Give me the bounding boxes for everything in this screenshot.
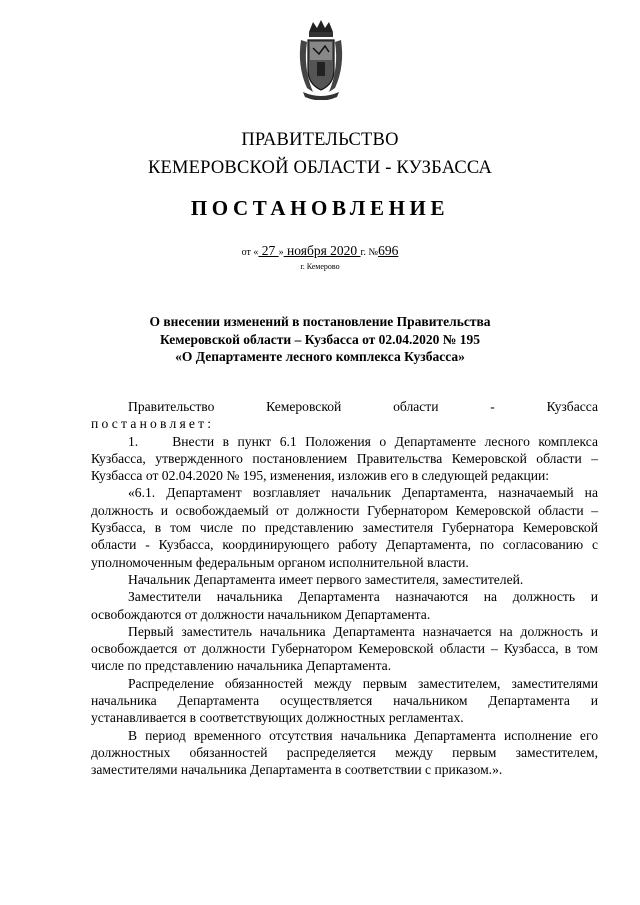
date-day: 27 <box>258 243 279 258</box>
date-year-suffix: г. <box>360 247 369 258</box>
government-name-line2: КЕМЕРОВСКОЙ ОБЛАСТИ - КУЗБАССА <box>147 158 493 178</box>
paragraph-7: В период временного отсутствия начальника Департамента исполнение его должностных обязанностей распределяется между первым заместителем, заместителями начальника Департамента в соответствии с приказом.». <box>91 727 598 778</box>
paragraph-3: Начальник Департамента имеет первого заместителя, заместителей. <box>128 571 524 587</box>
heading-line3: «О Департаменте лесного комплекса Кузбасса» <box>175 349 465 364</box>
city-label: г. Кемерово <box>300 262 340 271</box>
date-from-label: от « <box>241 247 259 258</box>
paragraph-1 <box>91 433 598 485</box>
paragraph-5: Первый заместитель начальника Департамента назначается на должность и освобождается от должности Губернатором Кемеровской области – Кузбасса, в том числе по представлению начальника Департамента. <box>91 623 598 674</box>
document-body <box>91 398 598 779</box>
government-name-line1: ПРАВИТЕЛЬСТВО <box>241 130 399 150</box>
heading-line1: О внесении изменений в постановление Правительства <box>149 314 491 329</box>
paragraph-2: «6.1. Департамент возглавляет начальник Департамента, назначаемый на должность и освобождаемый от должности Губернатором Кемеровской области – Кузбасса, в том числе по представлению заместителя Губернатора Кемеровской области - Кузбасса, координирующего работу Департамента, по согласованию с уполномоченным федеральным органом исполнительной власти. <box>91 485 598 570</box>
paragraph-1-text: Внести в пункт 6.1 Положения о Департаменте лесного комплекса Кузбасса, утвержденного постановлением Правительства Кемеровской области – Кузбасса от 02.04.2020 № 195, изменения, изложив его в следующей редакции: <box>91 433 598 484</box>
issuer-word: Кемеровской <box>266 399 342 414</box>
issuer-word: - <box>490 399 495 414</box>
paragraph-4: Заместители начальника Департамента назначаются на должность и освобождаются от должности начальником Департамента. <box>91 589 598 622</box>
date-number-line <box>0 243 640 259</box>
issuer-line <box>91 398 598 415</box>
issuer-word: области <box>393 399 439 414</box>
paragraph-1-number: 1. <box>128 433 139 449</box>
heading-line2: Кемеровской области – Кузбасса от 02.04.2020 № 195 <box>159 331 480 347</box>
document-heading <box>0 313 640 366</box>
paragraph-6: Распределение обязанностей между первым заместителем, заместителями начальника Департамента осуществляется начальником Департамента и устанавливается в соответствующих должностных регламентах. <box>91 675 598 726</box>
date-month-year: ноября 2020 <box>283 243 361 258</box>
date-close-quote: » <box>278 247 284 258</box>
issuer-word: Кузбасса <box>546 399 598 414</box>
kuzbass-coat-of-arms-icon <box>295 18 347 100</box>
issuer-word: Правительство <box>128 399 215 414</box>
number-sign: № <box>368 247 379 258</box>
document-type-title: ПОСТАНОВЛЕНИЕ <box>190 196 450 220</box>
decrees-word: постановляет: <box>91 416 215 432</box>
document-number: 696 <box>378 243 399 258</box>
